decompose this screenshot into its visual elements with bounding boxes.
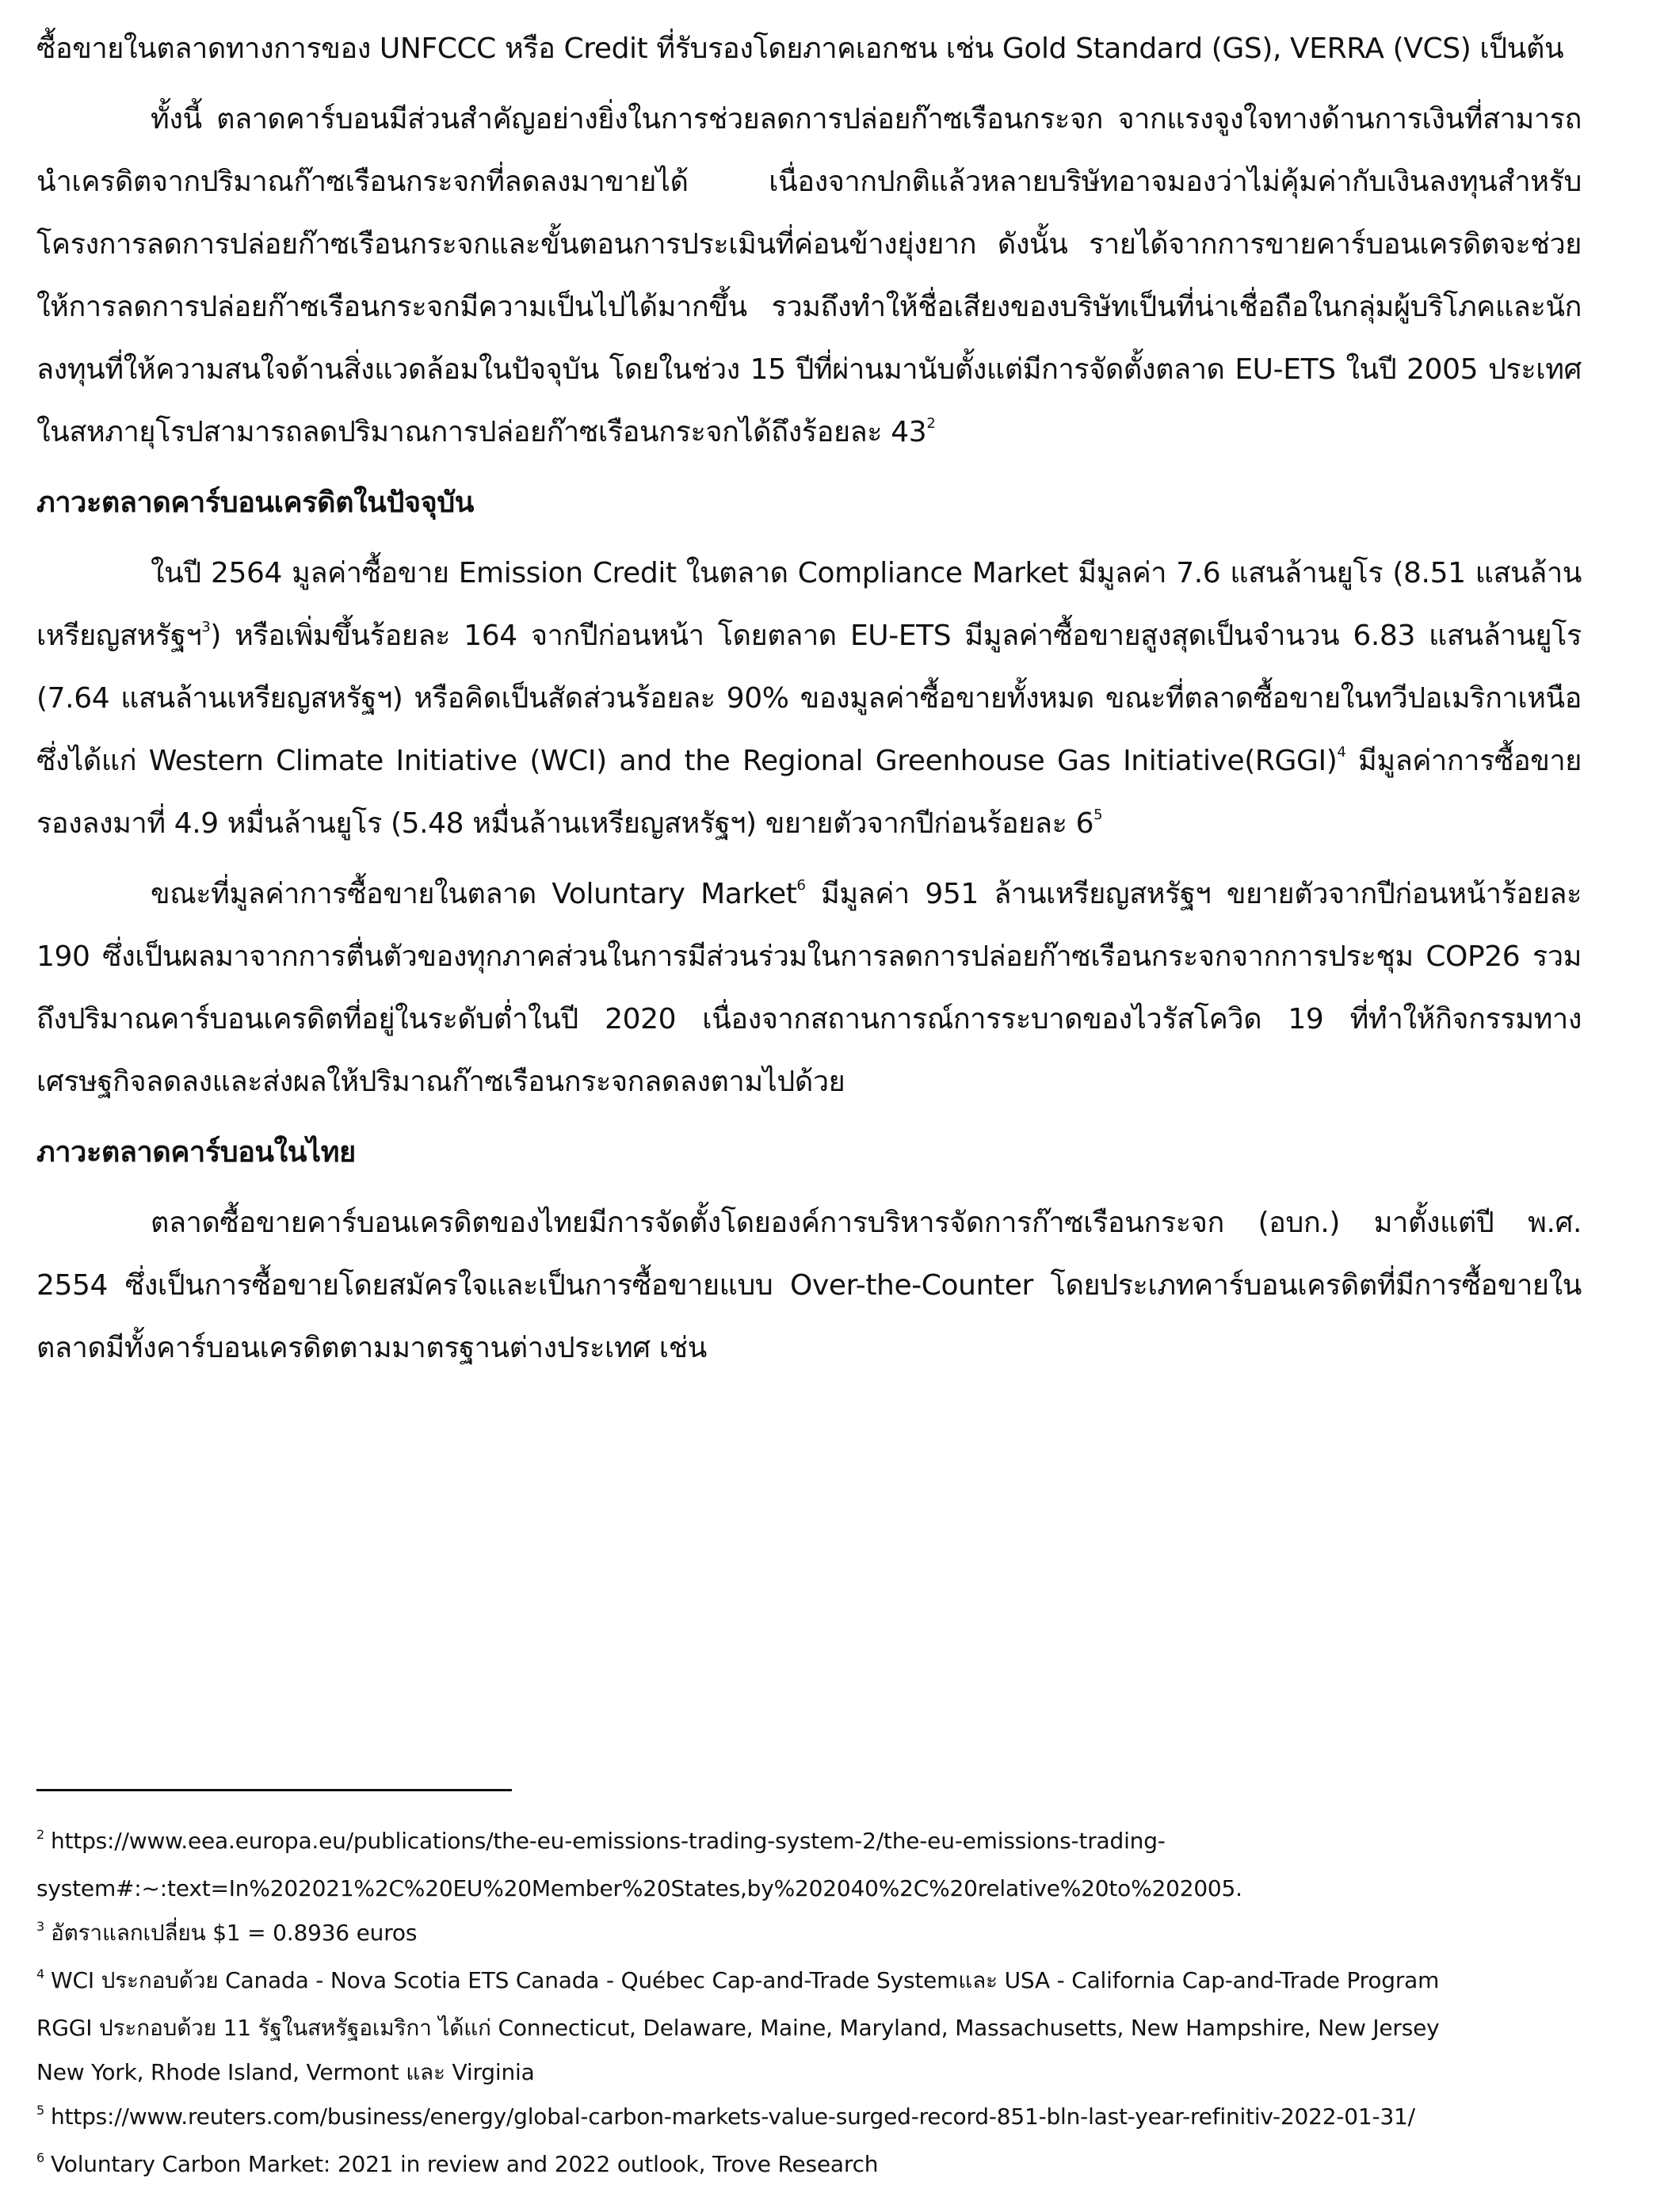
footnote-ref: 6 bbox=[796, 877, 806, 894]
footnote-4-cont bbox=[36, 2006, 1629, 2050]
footnote-text: อัตราแลกเปลี่ยน $1 = 0.8936 euros bbox=[50, 1920, 418, 1946]
footnote-6 bbox=[36, 2142, 1629, 2190]
paragraph-text: ซื้อขายในตลาดทางการของ UNFCCC หรือ Credit ที่รับรองโดยภาคเอกชน เช่น Gold Standard (GS), VERRA (VCS) เป็นต้น bbox=[36, 32, 1564, 65]
paragraph-text: ขณะที่มูลค่าการซื้อขายในตลาด Voluntary Market bbox=[151, 878, 797, 910]
footnote-number: 5 bbox=[36, 2103, 44, 2118]
footnote-text: RGGI ประกอบด้วย 11 รัฐในสหรัฐอเมริกา ได้แก่ Connecticut, Delaware, Maine, Maryland, Massachusetts, New Hampshire, New Jersey bbox=[36, 2015, 1440, 2041]
footnote-ref: 4 bbox=[1337, 744, 1346, 761]
paragraph-text: ตลาดซื้อขายคาร์บอนเครดิตของไทยมีการจัดตั้งโดยองค์การบริหารจัดการก๊าซเรือนกระจก (อบก.) มาตั้งแต่ปี พ.ศ. 2554 ซึ่งเป็นการซื้อขายโดยสมัครใจและเป็นการซื้อขายแบบ Over-the-Counter โดยประเภทคาร์บอนเครดิตที่มีการซื้อขายในตลาดมีทั้งคาร์บอนเครดิตตามมาตรฐานต่างประเทศ เช่น bbox=[36, 1207, 1582, 1364]
footnote-text: https://www.reuters.com/business/energy/global-carbon-markets-value-surged-record-851-bln-last-year-refinitiv-2022-01-31/ bbox=[50, 2103, 1415, 2130]
footnote-number: 2 bbox=[36, 1827, 44, 1842]
footnote-divider bbox=[36, 1789, 512, 1791]
footnote-3 bbox=[36, 1911, 1629, 1958]
paragraph-text: ) หรือเพิ่มขึ้นร้อยละ 164 จากปีก่อนหน้า โดยตลาด EU-ETS มีมูลค่าซื้อขายสูงสุดเป็นจำนวน 6.83 แสนล้านยูโร (7.64 แสนล้านเหรียญสหรัฐฯ) หรือคิดเป็นสัดส่วนร้อยละ 90% ของมูลค่าซื้อขายทั้งหมด ขณะที่ตลาดซื้อขายในทวีปอเมริกาเหนือ ซึ่งได้แก่ Western Climate Initiative (WCI) and the Regional Greenhouse Gas Initiative(RGGI) bbox=[36, 620, 1582, 777]
footnote-text: WCI ประกอบด้วย Canada - Nova Scotia ETS Canada - Québec Cap-and-Trade Systemและ USA - California Cap-and-Trade Program bbox=[50, 1967, 1440, 1993]
footnote-ref: 3 bbox=[201, 619, 211, 635]
section-heading-current-market: ภาวะตลาดคาร์บอนเครดิตในปัจจุบัน bbox=[36, 486, 475, 519]
footnote-ref: 5 bbox=[1093, 807, 1103, 823]
footnote-text: Voluntary Carbon Market: 2021 in review and 2022 outlook, Trove Research bbox=[50, 2151, 879, 2177]
section-heading-thai-market: ภาวะตลาดคาร์บอนในไทย bbox=[36, 1136, 356, 1169]
footnote-number: 4 bbox=[36, 1966, 44, 1981]
document-body bbox=[36, 17, 1582, 1379]
footnote-text: system#:~:text=In%202021%2C%20EU%20Member%20States,by%202040%2C%20relative%20to%202005. bbox=[36, 1875, 1242, 1901]
paragraph-text: มีมูลค่า 951 ล้านเหรียญสหรัฐฯ ขยายตัวจากปีก่อนหน้าร้อยละ 190 ซึ่งเป็นผลมาจากการตื่นตัวของทุกภาคส่วนในการมีส่วนร่วมในการลดการปล่อยก๊าซเรือนกระจกจากการประชุม COP26 รวมถึงปริมาณคาร์บอนเครดิตที่อยู่ในระดับต่ำในปี 2020 เนื่องจากสถานการณ์การระบาดของไวรัสโควิด 19 ที่ทำให้กิจกรรมทางเศรษฐกิจลดลงและส่งผลให้ปริมาณก๊าซเรือนกระจกลดลงตามไปด้วย bbox=[36, 878, 1582, 1098]
paragraph-text: ทั้งนี้ ตลาดคาร์บอนมีส่วนสำคัญอย่างยิ่งในการช่วยลดการปล่อยก๊าซเรือนกระจก จากแรงจูงใจทางด้านการเงินที่สามารถนำเครดิตจากปริมาณก๊าซเรือนกระจกที่ลดลงมาขายได้ เนื่องจากปกติแล้วหลายบริษัทอาจมองว่าไม่คุ้มค่ากับเงินลงทุนสำหรับโครงการลดการปล่อยก๊าซเรือนกระจกและขั้นตอนการประเมินที่ค่อนข้างยุ่งยาก ดังนั้น รายได้จากการขายคาร์บอนเครดิตจะช่วยให้การลดการปล่อยก๊าซเรือนกระจกมีความเป็นไปได้มากขึ้น รวมถึงทำให้ชื่อเสียงของบริษัทเป็นที่น่าเชื่อถือในกลุ่มผู้บริโภคและนักลงทุนที่ให้ความสนใจด้านสิ่งแวดล้อมในปัจจุบัน โดยในช่วง 15 ปีที่ผ่านมานับตั้งแต่มีการจัดตั้งตลาด EU-ETS ในปี 2005 ประเทศในสหภายุโรปสามารถลดปริมาณการปล่อยก๊าซเรือนกระจกได้ถึงร้อยละ 43 bbox=[36, 103, 1582, 448]
paragraph-text: มีมูลค่าการซื้อขายรองลงมาที่ 4.9 หมื่นล้านยูโร (5.48 หมื่นล้านเหรียญสหรัฐฯ) ขยายตัวจากปีก่อนร้อยละ 6 bbox=[36, 745, 1582, 840]
paragraph-compliance-market bbox=[36, 542, 1582, 855]
footnote-text: https://www.eea.europa.eu/publications/the-eu-emissions-trading-system-2/the-eu-emissions-trading- bbox=[50, 1828, 1166, 1854]
footnote-2 bbox=[36, 1819, 1629, 1867]
paragraph-voluntary-market bbox=[36, 863, 1582, 1113]
footnote-number: 6 bbox=[36, 2150, 44, 2165]
paragraph-continuation bbox=[36, 17, 1582, 80]
footnote-ref: 2 bbox=[926, 415, 936, 432]
footnote-text: New York, Rhode Island, Vermont และ Virginia bbox=[36, 2059, 535, 2085]
footnote-4 bbox=[36, 1958, 1629, 2006]
paragraph-text: ในปี 2564 มูลค่าซื้อขาย Emission Credit ในตลาด Compliance Market มีมูลค่า 7.6 แสนล้านยูโร (8.51 แสนล้านเหรียญสหรัฐฯ bbox=[36, 557, 1582, 652]
footnote-2-cont bbox=[36, 1867, 1629, 1911]
footnote-number: 3 bbox=[36, 1919, 44, 1934]
paragraph-thai-market bbox=[36, 1192, 1582, 1379]
footnotes bbox=[36, 1819, 1629, 2190]
footnote-5 bbox=[36, 2095, 1629, 2142]
paragraph-carbon-market-importance bbox=[36, 88, 1582, 463]
footnote-4-cont bbox=[36, 2050, 1629, 2095]
